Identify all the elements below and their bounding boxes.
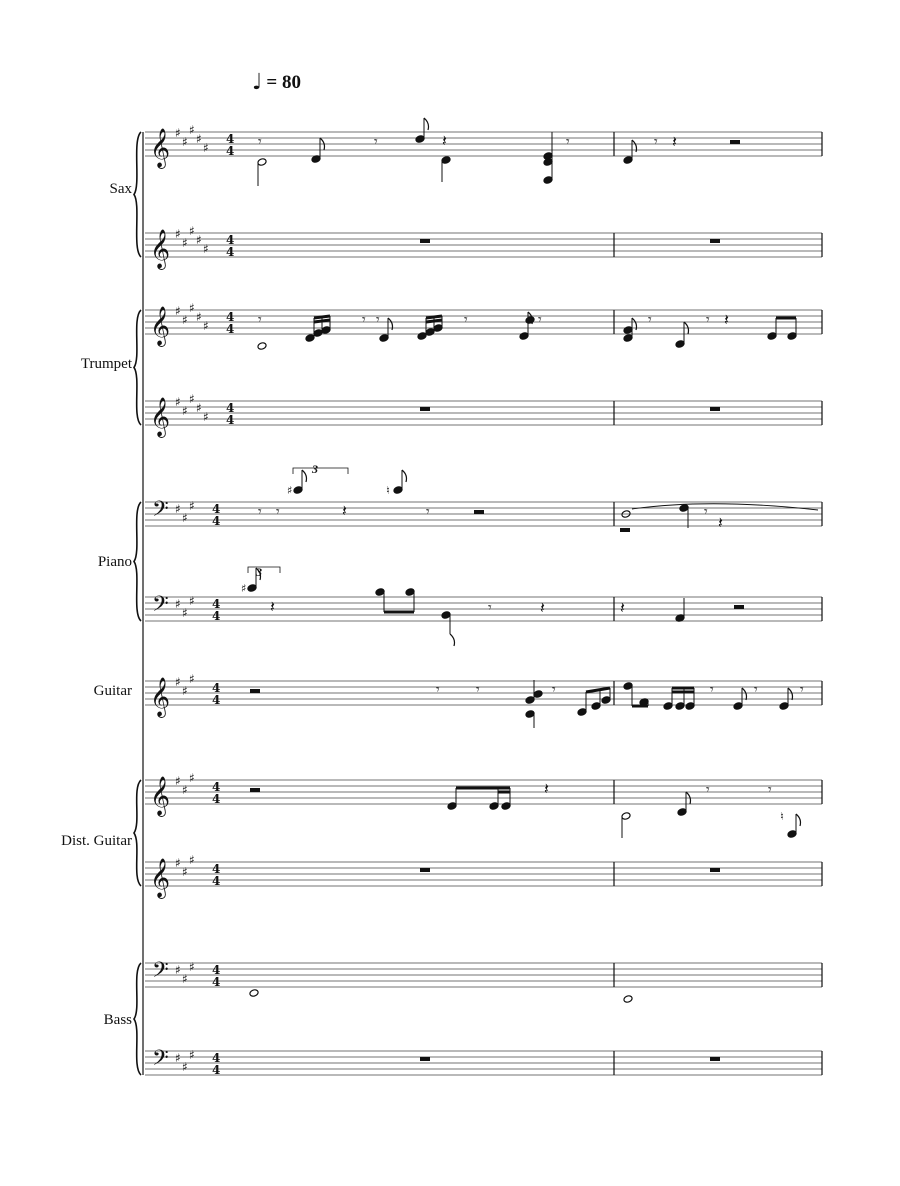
notehead	[577, 708, 587, 717]
sharp-icon: ♯	[189, 123, 195, 137]
notehead	[767, 332, 777, 341]
tuplet-number: 3	[312, 462, 318, 476]
treble-clef-icon: 𝄞	[150, 776, 171, 816]
quarter-note-icon: ♩	[252, 70, 263, 95]
sharp-icon: ♯	[189, 499, 195, 513]
instrument-label-bass: Bass	[103, 1012, 132, 1028]
tuplet-bracket	[293, 468, 348, 474]
tempo-value: = 80	[266, 72, 301, 93]
time-signature-bottom: 4	[212, 514, 221, 528]
notehead	[519, 332, 529, 341]
treble-clef-icon: 𝄞	[150, 229, 171, 269]
sharp-icon: ♯	[175, 774, 181, 788]
time-signature-bottom: 4	[212, 874, 221, 888]
quarter-rest-icon: 𝄽	[724, 310, 729, 329]
whole-rest-icon	[420, 1057, 430, 1061]
eighth-rest-icon: 𝄾	[362, 312, 366, 328]
sharp-icon: ♯	[182, 865, 188, 879]
eighth-rest-icon: 𝄾	[376, 312, 380, 328]
sharp-icon: ♯	[203, 319, 209, 333]
notehead	[305, 334, 315, 343]
time-signature-bottom: 4	[226, 245, 235, 259]
notehead	[441, 156, 451, 165]
quarter-rest-icon: 𝄽	[540, 598, 545, 617]
time-signature-bottom: 4	[212, 693, 221, 707]
flag	[424, 118, 429, 130]
time-signature-bottom: 4	[226, 413, 235, 427]
sharp-icon: ♯	[196, 132, 202, 146]
eighth-rest-icon: 𝄾	[488, 600, 492, 616]
time-signature-bottom: 4	[212, 792, 221, 806]
eighth-rest-icon: 𝄾	[800, 682, 804, 698]
sharp-icon: ♯	[287, 484, 293, 497]
sharp-icon: ♯	[241, 582, 247, 595]
time-signature-bottom: 4	[212, 609, 221, 623]
eighth-rest-icon: 𝄾	[538, 312, 542, 328]
eighth-rest-icon: 𝄾	[476, 682, 480, 698]
sharp-icon: ♯	[175, 304, 181, 318]
tuplet-bracket	[248, 567, 280, 573]
notehead	[591, 702, 601, 711]
sharp-icon: ♯	[203, 141, 209, 155]
quarter-rest-icon: 𝄽	[544, 779, 549, 798]
time-signature-bottom: 4	[212, 1063, 221, 1077]
notehead	[675, 340, 685, 349]
time-signature-top: 4	[226, 310, 235, 324]
time-signature-top: 4	[212, 963, 221, 977]
time-signature-top: 4	[212, 502, 221, 516]
treble-clef-icon: 𝄞	[150, 128, 171, 168]
instrument-label-sax: Sax	[109, 181, 132, 197]
whole-rest-icon	[710, 239, 720, 243]
eighth-rest-icon: 𝄾	[258, 504, 262, 520]
eighth-rest-icon: 𝄾	[648, 312, 652, 328]
time-signature-top: 4	[226, 233, 235, 247]
time-signature-top: 4	[212, 597, 221, 611]
notehead	[249, 989, 259, 998]
sharp-icon: ♯	[175, 856, 181, 870]
natural-icon: ♮	[386, 484, 390, 497]
notehead	[543, 176, 553, 185]
quarter-rest-icon: 𝄽	[672, 132, 677, 151]
brace	[134, 963, 141, 1075]
whole-rest-icon	[710, 868, 720, 872]
notehead	[675, 702, 685, 711]
quarter-rest-icon: 𝄽	[442, 131, 447, 150]
eighth-rest-icon: 𝄾	[710, 682, 714, 698]
brace	[134, 132, 141, 257]
sharp-icon: ♯	[189, 392, 195, 406]
time-signature-top: 4	[212, 862, 221, 876]
eighth-rest-icon: 𝄾	[374, 134, 378, 150]
notehead	[375, 588, 385, 597]
whole-rest-icon	[420, 868, 430, 872]
sharp-icon: ♯	[203, 410, 209, 424]
sharp-icon: ♯	[182, 783, 188, 797]
eighth-rest-icon: 𝄾	[436, 682, 440, 698]
sharp-icon: ♯	[182, 972, 188, 986]
tuplet-number: 3	[256, 565, 262, 579]
time-signature-top: 4	[212, 780, 221, 794]
notehead	[543, 158, 553, 167]
sharp-icon: ♯	[189, 771, 195, 785]
sharp-icon: ♯	[196, 401, 202, 415]
sharp-icon: ♯	[175, 227, 181, 241]
sharp-icon: ♯	[182, 135, 188, 149]
notehead	[433, 324, 443, 333]
flag	[402, 470, 407, 482]
notehead	[525, 316, 535, 325]
natural-icon: ♮	[780, 810, 784, 823]
notehead	[623, 156, 633, 165]
flag	[450, 634, 455, 646]
time-signature-bottom: 4	[226, 322, 235, 336]
half-rest-icon	[474, 510, 484, 514]
half-rest-icon	[250, 689, 260, 693]
beam	[586, 688, 610, 692]
treble-clef-icon: 𝄞	[150, 858, 171, 898]
notehead	[293, 486, 303, 495]
bass-clef-icon: 𝄢	[152, 497, 169, 527]
notehead	[601, 696, 611, 705]
eighth-rest-icon: 𝄾	[566, 134, 570, 150]
flag	[788, 688, 793, 700]
eighth-rest-icon: 𝄾	[258, 134, 262, 150]
sharp-icon: ♯	[175, 597, 181, 611]
instrument-label-guitar: Guitar	[93, 683, 132, 699]
sharp-icon: ♯	[175, 502, 181, 516]
time-signature-top: 4	[212, 681, 221, 695]
beam	[314, 320, 330, 322]
notehead	[415, 135, 425, 144]
notehead	[525, 696, 535, 705]
sharp-icon: ♯	[182, 313, 188, 327]
instrument-label-dist-guitar: Dist. Guitar	[61, 833, 132, 849]
sharp-icon: ♯	[182, 236, 188, 250]
treble-clef-icon: 𝄞	[150, 397, 171, 437]
sharp-icon: ♯	[182, 606, 188, 620]
notehead	[685, 702, 695, 711]
notehead	[621, 812, 631, 821]
eighth-rest-icon: 𝄾	[754, 682, 758, 698]
sharp-icon: ♯	[175, 963, 181, 977]
sharp-icon: ♯	[189, 960, 195, 974]
sharp-icon: ♯	[196, 233, 202, 247]
notehead	[393, 486, 403, 495]
sharp-icon: ♯	[203, 242, 209, 256]
sharp-icon: ♯	[182, 684, 188, 698]
instrument-label-trumpet: Trumpet	[80, 356, 132, 372]
bass-clef-icon: 𝄢	[152, 592, 169, 622]
tie	[632, 504, 818, 510]
eighth-rest-icon: 𝄾	[464, 312, 468, 328]
notehead	[679, 504, 689, 513]
notehead	[787, 830, 797, 839]
notehead	[441, 611, 451, 620]
sharp-icon: ♯	[189, 224, 195, 238]
notehead	[405, 588, 415, 597]
sharp-icon: ♯	[182, 404, 188, 418]
eighth-rest-icon: 𝄾	[552, 682, 556, 698]
notehead	[247, 584, 257, 593]
eighth-rest-icon: 𝄾	[426, 504, 430, 520]
bass-clef-icon: 𝄢	[152, 1046, 169, 1076]
eighth-rest-icon: 𝄾	[276, 504, 280, 520]
notehead	[787, 332, 797, 341]
notehead	[623, 995, 633, 1004]
sharp-icon: ♯	[182, 511, 188, 525]
time-signature-bottom: 4	[212, 975, 221, 989]
bass-clef-icon: 𝄢	[152, 958, 169, 988]
half-rest-icon	[730, 140, 740, 144]
notehead	[623, 334, 633, 343]
time-signature-top: 4	[226, 401, 235, 415]
whole-rest-icon	[420, 407, 430, 411]
half-rest-icon	[734, 605, 744, 609]
notehead	[533, 690, 543, 699]
notehead	[447, 802, 457, 811]
quarter-rest-icon: 𝄽	[270, 597, 275, 616]
notehead	[257, 158, 267, 167]
sharp-icon: ♯	[175, 1051, 181, 1065]
sharp-icon: ♯	[175, 126, 181, 140]
notehead	[501, 802, 511, 811]
sharp-icon: ♯	[182, 1060, 188, 1074]
flag	[742, 688, 747, 700]
beam	[426, 316, 442, 318]
sharp-icon: ♯	[189, 672, 195, 686]
notehead	[379, 334, 389, 343]
quarter-rest-icon: 𝄽	[620, 598, 625, 617]
time-signature-top: 4	[226, 132, 235, 146]
brace	[134, 502, 141, 621]
time-signature-bottom: 4	[226, 144, 235, 158]
notehead	[733, 702, 743, 711]
notehead	[525, 710, 535, 719]
notehead	[663, 702, 673, 711]
sharp-icon: ♯	[189, 1048, 195, 1062]
sharp-icon: ♯	[189, 301, 195, 315]
notehead	[257, 342, 267, 351]
quarter-rest-icon: 𝄽	[718, 513, 723, 532]
half-rest-icon	[620, 528, 630, 532]
notehead	[623, 326, 633, 335]
sharp-icon: ♯	[175, 675, 181, 689]
beam	[426, 320, 442, 322]
treble-clef-icon: 𝄞	[150, 677, 171, 717]
instrument-label-piano: Piano	[97, 554, 132, 570]
flag	[796, 814, 801, 826]
brace	[134, 780, 141, 886]
treble-clef-icon: 𝄞	[150, 306, 171, 346]
sharp-icon: ♯	[175, 395, 181, 409]
whole-rest-icon	[710, 407, 720, 411]
eighth-rest-icon: 𝄾	[654, 134, 658, 150]
notehead	[321, 326, 331, 335]
eighth-rest-icon: 𝄾	[706, 782, 710, 798]
sharp-icon: ♯	[189, 594, 195, 608]
time-signature-top: 4	[212, 1051, 221, 1065]
notehead	[779, 702, 789, 711]
sharp-icon: ♯	[196, 310, 202, 324]
notehead	[489, 802, 499, 811]
brace	[134, 310, 141, 425]
eighth-rest-icon: 𝄾	[706, 312, 710, 328]
beam	[314, 316, 330, 318]
flag	[302, 470, 307, 482]
whole-rest-icon	[710, 1057, 720, 1061]
half-rest-icon	[250, 788, 260, 792]
notehead	[623, 682, 633, 691]
sharp-icon: ♯	[189, 853, 195, 867]
notehead	[677, 808, 687, 817]
eighth-rest-icon: 𝄾	[704, 504, 708, 520]
whole-rest-icon	[420, 239, 430, 243]
quarter-rest-icon: 𝄽	[342, 501, 347, 520]
eighth-rest-icon: 𝄾	[768, 782, 772, 798]
eighth-rest-icon: 𝄾	[258, 312, 262, 328]
